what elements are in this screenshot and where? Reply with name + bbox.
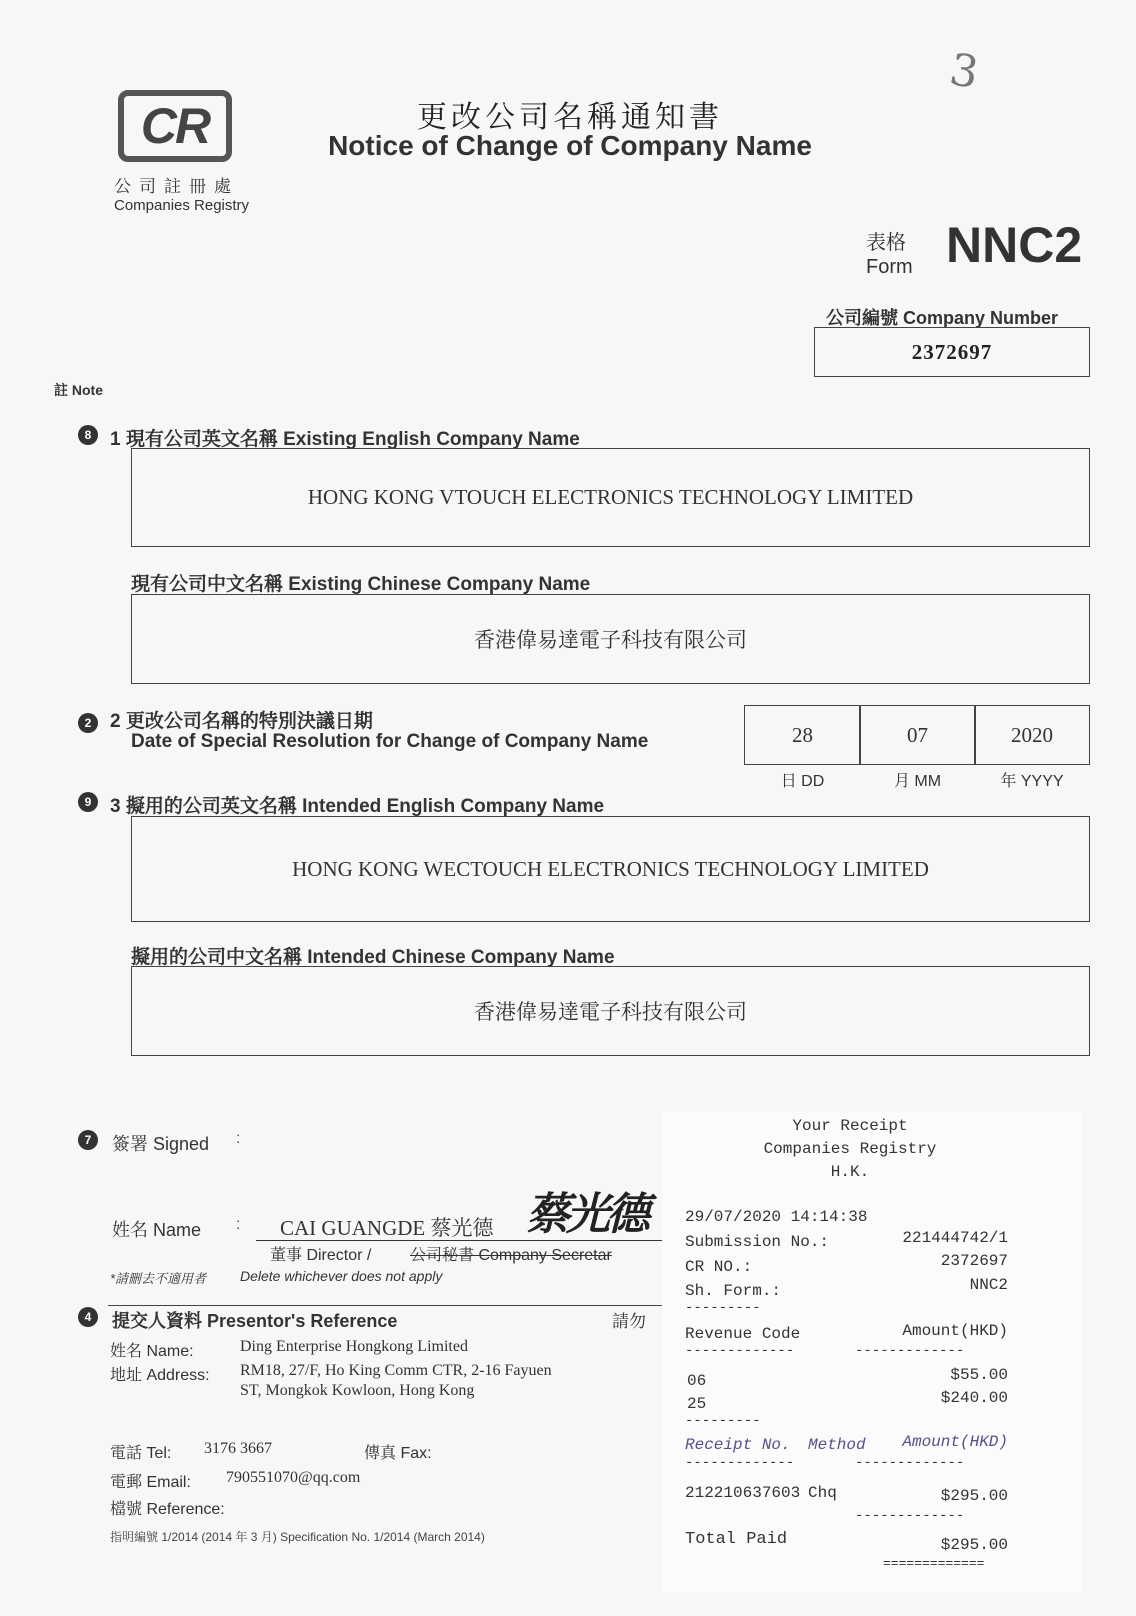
receipt-divider-6: -------------: [855, 1455, 965, 1471]
name-underline: [256, 1240, 664, 1241]
amount-row-1: $55.00: [950, 1366, 1008, 1384]
presenter-email: 790551070@qq.com: [226, 1469, 361, 1486]
paid-amount: $295.00: [940, 1487, 1008, 1505]
year-label: 年 YYYY: [1000, 773, 1064, 790]
existing-chinese-name-label: 現有公司中文名稱 Existing Chinese Company Name: [131, 574, 591, 595]
receipt-divider-5: -------------: [685, 1455, 795, 1471]
name-colon: :: [236, 1216, 241, 1233]
revenue-code-row-1: 06: [687, 1372, 707, 1390]
revenue-code-row-2: 25: [687, 1395, 707, 1413]
presenter-address-label: 地址 Address:: [110, 1367, 210, 1384]
receipt-divider-3: -------------: [855, 1343, 965, 1359]
signed-label: 簽署 Signed: [112, 1134, 210, 1154]
note-badge-4: 4: [78, 1307, 98, 1327]
resolution-day-field[interactable]: 28: [744, 705, 861, 765]
receipt-title-3: H.K.: [830, 1163, 870, 1181]
receipt-datetime: 29/07/2020 14:14:38: [685, 1208, 868, 1226]
receipt-title-1: Your Receipt: [792, 1117, 908, 1135]
total-paid-value: $295.00: [940, 1536, 1008, 1554]
presenter-label: 提交人資料 Presentor's Reference: [112, 1311, 398, 1331]
presenter-email-label: 電郵 Email:: [110, 1474, 191, 1491]
revenue-code-header: Revenue Code: [685, 1325, 801, 1343]
presenter-reference-label: 檔號 Reference:: [110, 1501, 225, 1518]
note-badge-7: 7: [78, 1130, 98, 1150]
payment-method: Chq: [808, 1484, 837, 1502]
month-label: 月 MM: [893, 773, 942, 790]
note-badge-9: 9: [78, 792, 98, 812]
cr-no-value: 2372697: [940, 1252, 1008, 1270]
resolution-date-label-en: Date of Special Resolution for Change of Company Name: [131, 731, 649, 752]
submission-label: Submission No.:: [685, 1233, 830, 1251]
submission-value: 221444742/1: [902, 1229, 1008, 1247]
presenter-address-line1: RM18, 27/F, Ho King Comm CTR, 2-16 Fayuen: [240, 1362, 552, 1379]
presenter-address-line2: ST, Mongkok Kowloon, Hong Kong: [240, 1382, 475, 1399]
title-en: Notice of Change of Company Name: [328, 130, 812, 161]
sh-form-value: NNC2: [969, 1276, 1008, 1294]
presenter-name-label: 姓名 Name:: [110, 1343, 194, 1360]
name-label: 姓名 Name: [112, 1220, 202, 1240]
role-director: 董事 Director /: [270, 1247, 372, 1264]
resolution-date-label-zh: 2 更改公司名稱的特別決議日期: [110, 711, 373, 732]
company-number-field[interactable]: 2372697: [814, 327, 1090, 377]
amount-header: Amount(HKD): [902, 1322, 1008, 1340]
total-paid-label: Total Paid: [685, 1530, 788, 1549]
presenter-tel: 3176 3667: [204, 1440, 272, 1457]
note-badge-2: 2: [78, 713, 98, 733]
signer-name: CAI GUANGDE 蔡光德: [280, 1216, 494, 1240]
amount-row-2: $240.00: [940, 1389, 1008, 1407]
form-code: NNC2: [946, 217, 1083, 273]
presenter-tel-label: 電話 Tel:: [110, 1445, 172, 1462]
specification-note: 指明編號 1/2014 (2014 年 3 月) Specification No. 1/2014 (March 2014): [110, 1530, 485, 1544]
signature-image: 蔡光德: [526, 1189, 646, 1240]
cr-logo: [118, 90, 232, 162]
receipt-number: 212210637603: [685, 1484, 801, 1502]
receipt-divider-7: -------------: [855, 1508, 965, 1524]
cr-no-label: CR NO.:: [685, 1258, 753, 1276]
presenter-name: Ding Enterprise Hongkong Limited: [240, 1338, 468, 1355]
resolution-month-field[interactable]: 07: [859, 705, 976, 765]
amount-header-2: Amount(HKD): [902, 1433, 1008, 1451]
existing-english-name-field[interactable]: HONG KONG VTOUCH ELECTRONICS TECHNOLOGY LIMITED: [131, 448, 1090, 547]
title-zh: 更改公司名稱通知書: [417, 101, 723, 134]
receipt-divider-4: ---------: [685, 1413, 761, 1429]
intended-chinese-name-field[interactable]: 香港偉易達電子科技有限公司: [131, 966, 1090, 1056]
form-label-en: Form: [866, 256, 913, 278]
receipt-title-2: Companies Registry: [763, 1140, 937, 1158]
signed-colon: :: [236, 1130, 241, 1147]
note-label: 註 Note: [54, 382, 103, 398]
handwritten-mark: 3: [945, 43, 983, 100]
intended-english-name-field[interactable]: HONG KONG WECTOUCH ELECTRONICS TECHNOLOGY LIMITED: [131, 816, 1090, 922]
sh-form-label: Sh. Form.:: [685, 1282, 782, 1300]
form-label-zh: 表格: [866, 232, 906, 254]
receipt-no-header: Receipt No.: [685, 1436, 791, 1454]
section3-label: 3 擬用的公司英文名稱 Intended English Company Name: [110, 796, 605, 817]
registry-name-zh: 公司註冊處: [114, 177, 239, 196]
method-header: Method: [808, 1436, 866, 1454]
logo-text: CR: [140, 98, 210, 154]
receipt-divider-2: -------------: [685, 1343, 795, 1359]
receipt-double-line: =============: [883, 1556, 985, 1571]
registry-name-en: Companies Registry: [114, 197, 250, 214]
office-use-header: 請勿: [612, 1312, 646, 1331]
presenter-fax-label: 傳真 Fax:: [364, 1445, 432, 1462]
note-badge-8: 8: [78, 425, 98, 445]
delete-note-zh: *請刪去不適用者: [110, 1271, 207, 1286]
section1-label: 1 現有公司英文名稱 Existing English Company Name: [110, 429, 580, 450]
company-number-label: 公司編號 Company Number: [826, 308, 1059, 328]
delete-note-en: Delete whichever does not apply: [240, 1268, 443, 1284]
receipt-divider-1: ---------: [685, 1300, 761, 1316]
existing-chinese-name-field[interactable]: 香港偉易達電子科技有限公司: [131, 594, 1090, 684]
day-label: 日 DD: [780, 773, 825, 790]
resolution-year-field[interactable]: 2020: [974, 705, 1090, 765]
intended-chinese-name-label: 擬用的公司中文名稱 Intended Chinese Company Name: [131, 947, 615, 968]
role-secretary: 公司秘書 Company Secretar: [410, 1247, 612, 1264]
